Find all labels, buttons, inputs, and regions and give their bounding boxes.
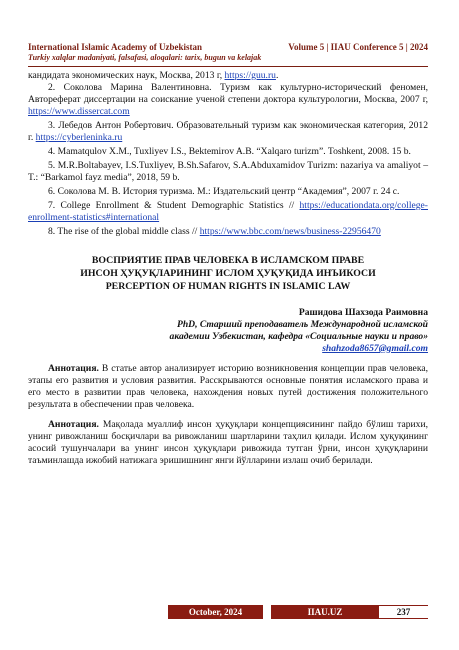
abstract-label: Аннотация.: [48, 363, 99, 374]
reference-item: 2. Соколова Марина Валентиновна. Туризм как культурно-исторический феномен, Автореферат диссертации на соискание ученой степени доктора культурологии, Москва, 2007 г, https://www.dissercat.com: [28, 82, 428, 117]
reference-link[interactable]: https://educationdata.org/college-enrollment-statistics#international: [28, 200, 428, 223]
abstract-label: Аннотация.: [48, 419, 99, 430]
reference-item: 6. Соколова М. В. История туризма. М.: Издательский центр “Академия”, 2007 г. 24 с.: [48, 186, 400, 197]
page-footer: [168, 605, 428, 619]
reference-item: 4. Mamatqulov X.M., Tuxliyev I.S., Bektemirov A.B. “Xalqaro turizm”. Toshkent, 2008. 15 b.: [48, 146, 411, 157]
abstract-russian: Аннотация. В статье автор анализирует историю возникновения концепции прав человека, этапы его развития и условия развития. Расскрываются основные понятия исламского права и его место в развитии прав человека, нахождения новых путей достижения положительного результата в обеспечении прав человека.: [28, 363, 428, 410]
header-divider: [28, 66, 428, 67]
reference-link[interactable]: https://www.bbc.com/news/business-22956470: [199, 226, 381, 237]
reference-continuation: кандидата экономических наук, Москва, 2013 г, https://guu.ru.: [28, 70, 279, 81]
reference-link[interactable]: https://www.dissercat.com: [28, 106, 130, 117]
reference-item: 3. Лебедов Антон Робертович. Образовательный туризм как экономическая категория, 2012 г. https://cyberleninka.ru: [28, 120, 428, 143]
email-link[interactable]: shahzoda8657@gmail.com: [322, 343, 428, 354]
author-affiliation: PhD, Старший преподаватель Международной исламской академии Узбекистан, кафедра «Социальные науки и право»: [169, 319, 428, 342]
journal-name: International Islamic Academy of Uzbekistan: [28, 42, 202, 52]
reference-item: 7. College Enrollment & Student Demographic Statistics // https://educationdata.org/college-enrollment-statistics#international: [28, 200, 428, 223]
reference-item: 5. M.R.Boltabayev, I.S.Tuxliyev, B.Sh.Safarov, S.A.Abduxamidov Turizm: nazariya va amaliyot – T.: “Barkamol fayz media”, 2018, 59 b.: [28, 160, 428, 183]
page-number: 237: [379, 605, 428, 619]
footer-date: October, 2024: [168, 605, 263, 619]
reference-list: [28, 82, 428, 238]
author-name: Рашидова Шахзода Раимовна: [298, 307, 428, 318]
page-content: [28, 70, 428, 467]
volume-info: Volume 5 | IIAU Conference 5 | 2024: [288, 42, 428, 52]
footer-site: IIAU.UZ: [271, 605, 379, 619]
reference-link[interactable]: https://cyberleninka.ru: [35, 132, 123, 143]
conference-subtitle: Turkiy xalqlar madaniyati, falsafasi, aloqalari: tarix, bugun va kelajak: [28, 53, 262, 62]
reference-link[interactable]: https://guu.ru: [224, 70, 276, 81]
reference-item: 8. The rise of the global middle class // https://www.bbc.com/news/business-22956470: [48, 226, 381, 237]
article-title: ВОСПРИЯТИЕ ПРАВ ЧЕЛОВЕКА В ИСЛАМСКОМ ПРАВЕ ИНСОН ҲУҚУҚЛАРИНИНГ ИСЛОМ ҲУҚУҚИДА ИНЪИКОСИ PERCEPTION OF HUMAN RIGHTS IN ISLAMIC LAW: [80, 255, 376, 292]
abstract-uzbek: Аннотация. Мақолада муаллиф инсон ҳуқуқлари концепциясининг пайдо бўлиш тарихи, унинг ривожланиш босқичлари ва ривожланиш шартларини таҳлил қилади. Ислом ҳуқуқининг асосий тушунчалари ва унинг инсон ҳуқуқлари ривожида тутган ўрни, инсон ҳуқуқларини таъминлашда ижобий натижага эришишнинг янги йўлларини излаш очиб берилади.: [28, 419, 428, 466]
journal-header: [28, 42, 428, 62]
author-email: [28, 343, 428, 355]
